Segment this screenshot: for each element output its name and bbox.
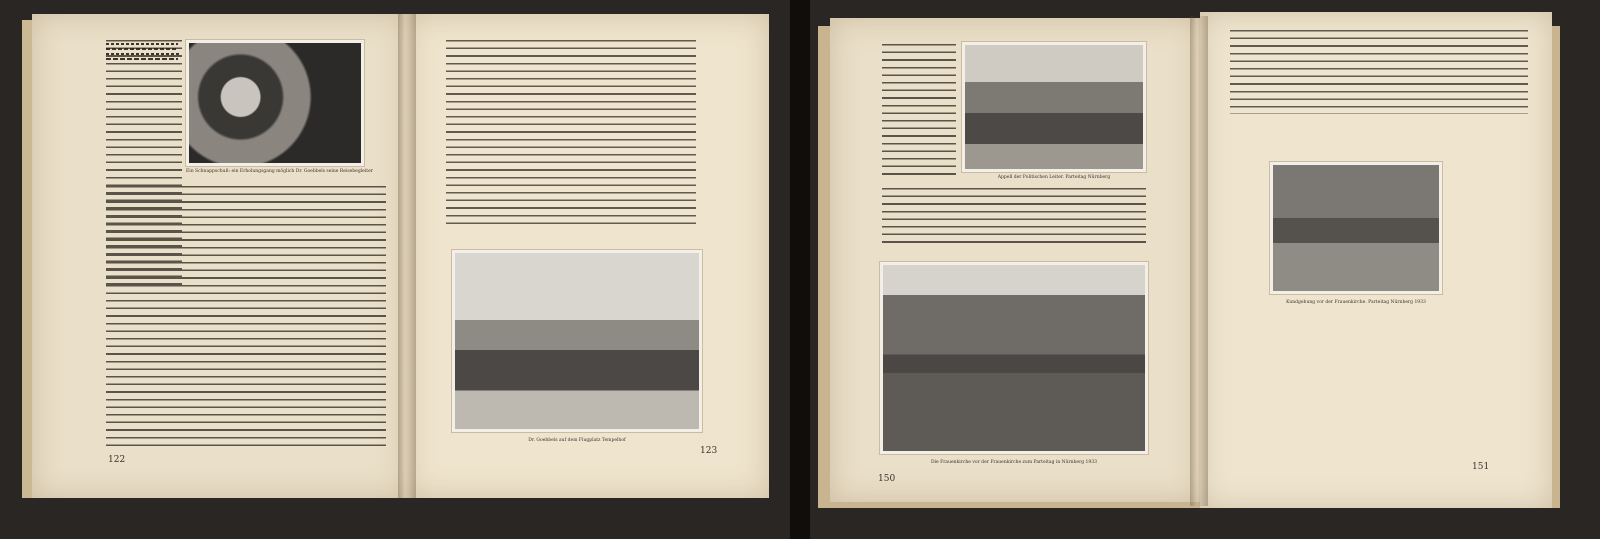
photo-divider [790, 0, 810, 539]
photo-plate-parade [962, 42, 1146, 172]
photo-caption-rally: Kundgebung vor der Frauenkirche. Parteitag Nürnberg 1933 [1286, 300, 1426, 305]
page-number-right: 151 [1472, 462, 1490, 472]
photo-plate-airfield [452, 250, 702, 432]
left-page-text-body [106, 186, 386, 448]
left-page-text-top [882, 44, 956, 176]
photo-caption-airfield: Dr. Goebbels auf dem Flugplatz Tempelhof [528, 438, 626, 443]
photo-plate-frauenkirche [880, 262, 1148, 454]
book-spine [1190, 16, 1208, 506]
left-page-text-middle [882, 188, 1146, 246]
page-number-left: 122 [108, 455, 126, 465]
photo-caption: Ein Schnappschuß: ein Erholungsgang möglich Dr. Goebbels seine Reisebegleiter [186, 169, 373, 174]
right-page-text-top [1230, 30, 1528, 114]
photo-goebbels [189, 43, 361, 163]
book-spine [398, 14, 416, 498]
photo-rally [1273, 165, 1439, 291]
photo-plate-goebbels [186, 40, 364, 166]
photo-parade [965, 45, 1143, 169]
right-page-text-top [446, 40, 696, 230]
photo-caption-parade: Appell der Politischen Leiter. Parteitag Nürnberg [997, 175, 1111, 180]
right-book-photo [810, 0, 1600, 539]
photo-caption-frauenkirche: Die Frauenkirche vor der Frauenkirche zum Parteitag in Nürnberg 1933 [930, 460, 1098, 465]
photo-plate-rally [1270, 162, 1442, 294]
left-book-photo [0, 0, 790, 539]
page-number-left: 150 [878, 474, 896, 484]
photo-frauenkirche [883, 265, 1145, 451]
page-number-right: 123 [700, 446, 718, 456]
photo-airfield [455, 253, 699, 429]
